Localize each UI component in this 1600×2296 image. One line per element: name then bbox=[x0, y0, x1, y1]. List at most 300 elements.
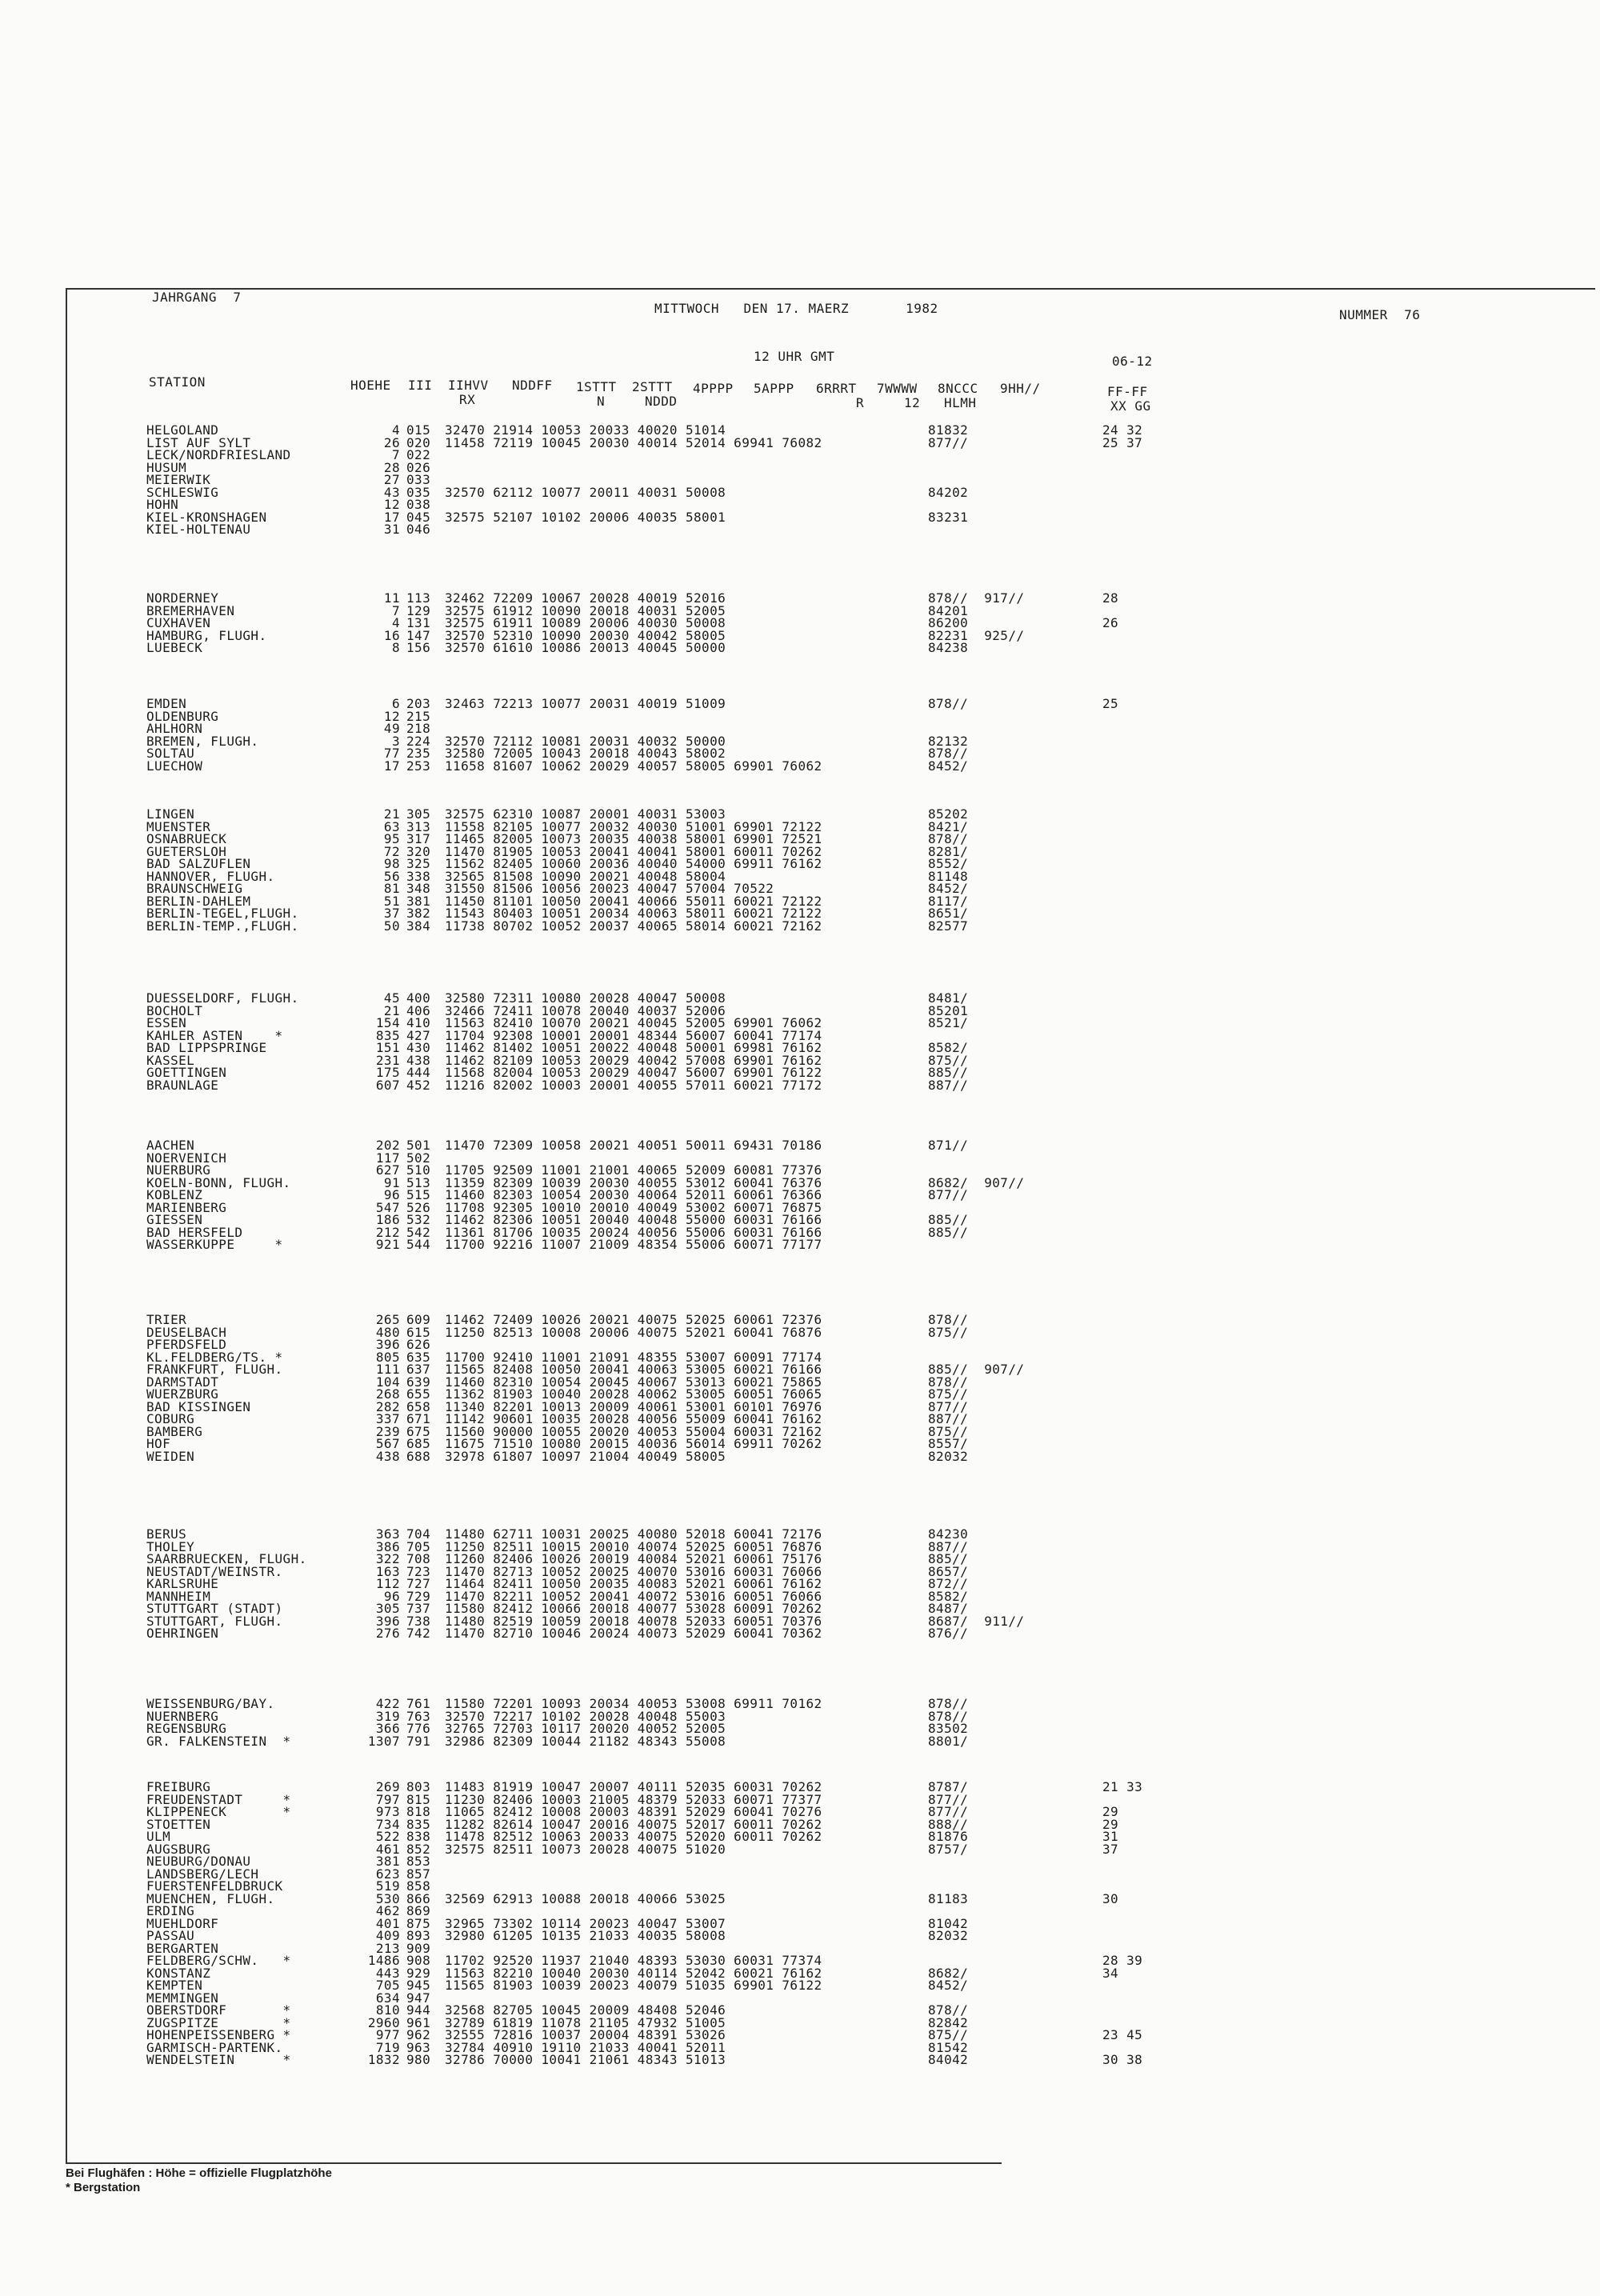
station-elevation: 21 bbox=[383, 806, 400, 822]
station-elevation: 810 bbox=[375, 2002, 400, 2018]
station-name: KOBLENZ bbox=[146, 1187, 203, 1202]
station-index: 022 bbox=[406, 447, 431, 462]
station-index: 835 bbox=[406, 1816, 431, 1832]
station-name: DUESSELDORF, FLUGH. bbox=[146, 990, 299, 1006]
station-name: BRAUNSCHWEIG bbox=[146, 881, 243, 896]
station-name: GR. FALKENSTEIN * bbox=[146, 1733, 291, 1749]
station-elevation: 265 bbox=[375, 1312, 400, 1327]
station-index: 035 bbox=[406, 484, 431, 500]
station-index: 400 bbox=[406, 990, 431, 1006]
station-index: 852 bbox=[406, 1841, 431, 1857]
station-index: 406 bbox=[406, 1002, 431, 1018]
station-elevation: 282 bbox=[375, 1398, 400, 1414]
col-7wwww: 7WWWW bbox=[877, 381, 918, 396]
station-elevation: 111 bbox=[375, 1362, 400, 1377]
station-name: HAMBURG, FLUGH. bbox=[146, 627, 267, 643]
station-index: 305 bbox=[406, 806, 431, 822]
station-name: SAARBRUECKEN, FLUGH. bbox=[146, 1551, 307, 1566]
station-name: DEUSELBACH bbox=[146, 1324, 227, 1340]
station-index: 671 bbox=[406, 1411, 431, 1426]
table-row bbox=[0, 920, 1200, 933]
station-index: 655 bbox=[406, 1386, 431, 1402]
station-elevation: 269 bbox=[375, 1779, 400, 1794]
station-name: NUERBURG bbox=[146, 1162, 211, 1178]
station-elevation: 547 bbox=[375, 1199, 400, 1215]
frame-top-line bbox=[66, 288, 1595, 290]
col-8nccc-sub: HLMH bbox=[944, 395, 977, 410]
cloud-groups: 878// bbox=[928, 696, 969, 711]
synop-groups: 11702 92520 11937 21040 48393 53030 60031 77374 bbox=[445, 1953, 822, 1968]
station-elevation: 319 bbox=[375, 1708, 400, 1724]
station-name: TRIER bbox=[146, 1312, 187, 1327]
station-name: BAD SALZUFLEN bbox=[146, 856, 251, 871]
station-index: 382 bbox=[406, 906, 431, 921]
station-name: DARMSTADT bbox=[146, 1374, 219, 1390]
station-name: NUERNBERG bbox=[146, 1708, 219, 1724]
station-elevation: 2960 bbox=[367, 2014, 400, 2030]
station-elevation: 567 bbox=[375, 1436, 400, 1451]
station-elevation: 96 bbox=[383, 1187, 400, 1202]
station-elevation: 63 bbox=[383, 818, 400, 834]
synop-groups: 11470 82713 10052 20025 40070 53016 60031 76066 bbox=[445, 1563, 822, 1579]
station-index: 761 bbox=[406, 1696, 431, 1711]
station-elevation: 705 bbox=[375, 1978, 400, 1993]
station-name: PASSAU bbox=[146, 1928, 195, 1943]
cloud-groups: 8687/ 911// bbox=[928, 1613, 1025, 1629]
cloud-groups: 875// bbox=[928, 1386, 969, 1402]
station-elevation: 4 bbox=[391, 422, 400, 438]
station-index: 381 bbox=[406, 893, 431, 909]
synop-groups: 11478 82512 10063 20033 40075 52020 60011 70262 bbox=[445, 1829, 822, 1844]
station-elevation: 530 bbox=[375, 1890, 400, 1906]
synop-groups: 11464 82411 10050 20035 40083 52021 60061 76162 bbox=[445, 1576, 822, 1591]
col-8nccc: 8NCCC bbox=[938, 381, 978, 396]
synop-groups: 11250 82511 10015 20010 40074 52025 60051 76876 bbox=[445, 1538, 822, 1554]
station-elevation: 16 bbox=[383, 627, 400, 643]
station-index: 515 bbox=[406, 1187, 431, 1202]
station-index: 532 bbox=[406, 1212, 431, 1227]
station-name: LIST AUF SYLT bbox=[146, 434, 251, 450]
cloud-groups: 84238 bbox=[928, 640, 969, 655]
station-elevation: 50 bbox=[383, 918, 400, 934]
synop-groups: 32568 82705 10045 20009 48408 52046 bbox=[445, 2002, 726, 2018]
synop-groups: 11460 82310 10054 20045 40067 53013 60021 75865 bbox=[445, 1374, 822, 1390]
synop-groups: 32570 62112 10077 20011 40031 50008 bbox=[445, 484, 726, 500]
station-elevation: 175 bbox=[375, 1065, 400, 1080]
station-name: OEHRINGEN bbox=[146, 1626, 219, 1641]
station-index: 980 bbox=[406, 2052, 431, 2067]
station-name: LECK/NORDFRIESLAND bbox=[146, 447, 291, 462]
cloud-groups: 82577 bbox=[928, 918, 969, 934]
station-elevation: 4 bbox=[391, 615, 400, 630]
station-index: 858 bbox=[406, 1878, 431, 1894]
station-elevation: 37 bbox=[383, 906, 400, 921]
station-elevation: 835 bbox=[375, 1027, 400, 1043]
station-index: 838 bbox=[406, 1829, 431, 1844]
cloud-groups: 878// bbox=[928, 1312, 969, 1327]
station-index: 658 bbox=[406, 1398, 431, 1414]
station-elevation: 719 bbox=[375, 2039, 400, 2055]
synop-groups: 32980 61205 10135 21033 40035 58008 bbox=[445, 1928, 726, 1943]
station-name: SOLTAU bbox=[146, 746, 195, 761]
synop-groups: 32570 72217 10102 20028 40048 55003 bbox=[445, 1708, 726, 1724]
station-name: KIEL-HOLTENAU bbox=[146, 522, 251, 537]
station-index: 961 bbox=[406, 2014, 431, 2030]
station-name: HOHN bbox=[146, 497, 179, 512]
synop-groups: 32986 82309 10044 21182 48343 55008 bbox=[445, 1733, 726, 1749]
synop-groups: 32575 62310 10087 20001 40031 53003 bbox=[445, 806, 726, 822]
table-row bbox=[0, 760, 1200, 773]
station-index: 818 bbox=[406, 1804, 431, 1819]
synop-groups: 32965 73302 10114 20023 40047 53007 bbox=[445, 1915, 726, 1931]
station-name: MUENSTER bbox=[146, 818, 211, 834]
cloud-groups: 877// bbox=[928, 1791, 969, 1807]
synop-groups: 11560 90000 10055 20020 40053 55004 60031 72162 bbox=[445, 1423, 822, 1439]
col-7wwww-sub: 12 bbox=[904, 395, 921, 410]
cloud-groups: 877// bbox=[928, 1187, 969, 1202]
station-name: MUEHLDORF bbox=[146, 1915, 219, 1931]
station-index: 908 bbox=[406, 1953, 431, 1968]
table-row bbox=[0, 1627, 1200, 1640]
station-index: 626 bbox=[406, 1337, 431, 1352]
station-name: KAHLER ASTEN * bbox=[146, 1027, 283, 1043]
station-name: STUTTGART (STADT) bbox=[146, 1601, 283, 1616]
station-name: WENDELSTEIN * bbox=[146, 2052, 291, 2067]
station-elevation: 443 bbox=[375, 1965, 400, 1981]
station-index: 444 bbox=[406, 1065, 431, 1080]
station-elevation: 31 bbox=[383, 522, 400, 537]
station-elevation: 1832 bbox=[367, 2052, 400, 2067]
synop-groups: 32466 72411 10078 20040 40037 52006 bbox=[445, 1002, 726, 1018]
cloud-groups: 875// bbox=[928, 1052, 969, 1068]
station-index: 723 bbox=[406, 1563, 431, 1579]
station-elevation: 381 bbox=[375, 1854, 400, 1869]
station-name: BERLIN-TEGEL,FLUGH. bbox=[146, 906, 299, 921]
col-ff: FF-FF bbox=[1107, 384, 1148, 399]
station-index: 410 bbox=[406, 1015, 431, 1030]
station-name: MEIERWIK bbox=[146, 472, 211, 487]
station-index: 866 bbox=[406, 1890, 431, 1906]
cloud-groups: 81832 bbox=[928, 422, 969, 438]
synop-groups: 11462 72409 10026 20021 40075 52025 60061 72376 bbox=[445, 1312, 822, 1327]
station-name: BRAUNLAGE bbox=[146, 1077, 219, 1093]
cloud-groups: 82842 bbox=[928, 2014, 969, 2030]
synop-groups: 11700 92216 11007 21009 48354 55006 60071 77177 bbox=[445, 1237, 822, 1252]
synop-groups: 11458 72119 10045 20030 40014 52014 69941 76082 bbox=[445, 434, 822, 450]
station-elevation: 239 bbox=[375, 1423, 400, 1439]
station-index: 815 bbox=[406, 1791, 431, 1807]
station-index: 637 bbox=[406, 1362, 431, 1377]
station-index: 113 bbox=[406, 590, 431, 606]
synop-groups: 11704 92308 10001 20001 48344 56007 60041 77174 bbox=[445, 1027, 822, 1043]
col-rx: RX bbox=[459, 392, 476, 407]
station-elevation: 363 bbox=[375, 1526, 400, 1542]
synop-groups: 11470 82211 10052 20041 40072 53016 60051 76066 bbox=[445, 1588, 822, 1604]
station-index: 131 bbox=[406, 615, 431, 630]
station-elevation: 386 bbox=[375, 1538, 400, 1554]
station-name: LANDSBERG/LECH bbox=[146, 1866, 259, 1882]
station-index: 038 bbox=[406, 497, 431, 512]
cloud-groups: 887// bbox=[928, 1538, 969, 1554]
wind-groups: 37 bbox=[1102, 1841, 1119, 1857]
station-index: 046 bbox=[406, 522, 431, 537]
col-4pppp: 4PPPP bbox=[693, 381, 734, 396]
station-index: 513 bbox=[406, 1174, 431, 1190]
synop-groups: 11658 81607 10062 20029 40057 58005 69901 76062 bbox=[445, 758, 822, 774]
station-elevation: 366 bbox=[375, 1721, 400, 1736]
station-name: GIESSEN bbox=[146, 1212, 203, 1227]
station-name: PFERDSFELD bbox=[146, 1337, 227, 1352]
synop-groups: 11250 82513 10008 20006 40075 52021 60041 76876 bbox=[445, 1324, 822, 1340]
station-name: HUSUM bbox=[146, 459, 187, 475]
wind-groups: 31 bbox=[1102, 1829, 1119, 1844]
station-index: 129 bbox=[406, 602, 431, 618]
station-index: 526 bbox=[406, 1199, 431, 1215]
station-index: 452 bbox=[406, 1077, 431, 1093]
wind-groups: 28 bbox=[1102, 590, 1119, 606]
station-index: 384 bbox=[406, 918, 431, 934]
station-index: 929 bbox=[406, 1965, 431, 1981]
synop-groups: 11260 82406 10026 20019 40084 52021 60061 75176 bbox=[445, 1551, 822, 1566]
cloud-groups: 888// bbox=[928, 1816, 969, 1832]
cloud-groups: 8521/ bbox=[928, 1015, 969, 1030]
cloud-groups: 885// 907// bbox=[928, 1362, 1025, 1377]
wind-groups: 30 38 bbox=[1102, 2052, 1143, 2067]
station-elevation: 797 bbox=[375, 1791, 400, 1807]
station-index: 776 bbox=[406, 1721, 431, 1736]
synop-groups: 32570 61610 10086 20013 40045 50000 bbox=[445, 640, 726, 655]
station-index: 317 bbox=[406, 831, 431, 846]
station-elevation: 12 bbox=[383, 708, 400, 724]
station-index: 320 bbox=[406, 843, 431, 859]
cloud-groups: 876// bbox=[928, 1626, 969, 1641]
synop-groups: 11470 81905 10053 20041 40041 58001 60011 70262 bbox=[445, 843, 822, 859]
table-row bbox=[0, 1735, 1200, 1748]
station-index: 033 bbox=[406, 472, 431, 487]
station-index: 727 bbox=[406, 1576, 431, 1591]
station-elevation: 480 bbox=[375, 1324, 400, 1340]
station-elevation: 623 bbox=[375, 1866, 400, 1882]
synop-groups: 32575 52107 10102 20006 40035 58001 bbox=[445, 509, 726, 525]
cloud-groups: 885// bbox=[928, 1065, 969, 1080]
station-elevation: 462 bbox=[375, 1903, 400, 1918]
station-name: KONSTANZ bbox=[146, 1965, 211, 1981]
cloud-groups: 875// bbox=[928, 2027, 969, 2042]
frame-bottom-line bbox=[66, 2162, 1002, 2164]
station-name: KASSEL bbox=[146, 1052, 195, 1068]
synop-groups: 32575 82511 10073 20028 40075 51020 bbox=[445, 1841, 726, 1857]
cloud-groups: 8787/ bbox=[928, 1779, 969, 1794]
cloud-groups: 878// 917// bbox=[928, 590, 1025, 606]
synop-groups: 11562 82405 10060 20036 40040 54000 69911 76162 bbox=[445, 856, 822, 871]
station-elevation: 409 bbox=[375, 1928, 400, 1943]
station-index: 615 bbox=[406, 1324, 431, 1340]
station-name: BREMERHAVEN bbox=[146, 602, 235, 618]
station-index: 791 bbox=[406, 1733, 431, 1749]
station-elevation: 276 bbox=[375, 1626, 400, 1641]
station-name: AACHEN bbox=[146, 1138, 195, 1153]
station-name: FRANKFURT, FLUGH. bbox=[146, 1362, 283, 1377]
station-name: ESSEN bbox=[146, 1015, 187, 1030]
synop-groups: 11480 82519 10059 20018 40078 52033 60051 70376 bbox=[445, 1613, 822, 1629]
station-elevation: 973 bbox=[375, 1804, 400, 1819]
cloud-groups: 887// bbox=[928, 1077, 969, 1093]
issue-number: NUMMER 76 bbox=[1339, 307, 1421, 322]
cloud-groups: 82032 bbox=[928, 1448, 969, 1464]
station-name: NEUBURG/DONAU bbox=[146, 1854, 251, 1869]
synop-groups: 11700 92410 11001 21091 48355 53007 60091 77174 bbox=[445, 1349, 822, 1365]
cloud-groups: 8421/ bbox=[928, 818, 969, 834]
cloud-groups: 8117/ bbox=[928, 893, 969, 909]
synop-groups: 11340 82201 10013 20009 40061 53001 60101 76976 bbox=[445, 1398, 822, 1414]
station-index: 235 bbox=[406, 746, 431, 761]
station-index: 875 bbox=[406, 1915, 431, 1931]
station-name: ZUGSPITZE * bbox=[146, 2014, 291, 2030]
station-index: 502 bbox=[406, 1150, 431, 1166]
station-elevation: 26 bbox=[383, 434, 400, 450]
station-index: 501 bbox=[406, 1138, 431, 1153]
synop-groups: 11465 82005 10073 20035 40038 58001 69901 72521 bbox=[445, 831, 822, 846]
station-index: 944 bbox=[406, 2002, 431, 2018]
synop-groups: 32786 70000 10041 21061 48343 51013 bbox=[445, 2052, 726, 2067]
synop-groups: 31550 81506 10056 20023 40047 57004 70522 bbox=[445, 881, 774, 896]
station-elevation: 72 bbox=[383, 843, 400, 859]
station-name: CUXHAVEN bbox=[146, 615, 211, 630]
station-elevation: 112 bbox=[375, 1576, 400, 1591]
station-elevation: 154 bbox=[375, 1015, 400, 1030]
col-2sttt: 2STTT bbox=[632, 379, 673, 394]
station-index: 147 bbox=[406, 627, 431, 643]
synop-groups: 11359 82309 10039 20030 40055 53012 60041 76376 bbox=[445, 1174, 822, 1190]
station-index: 438 bbox=[406, 1052, 431, 1068]
synop-groups: 11361 81706 10035 20024 40056 55006 60031 76166 bbox=[445, 1224, 822, 1240]
synop-groups: 11708 92305 10010 20010 40049 53002 60071 76875 bbox=[445, 1199, 822, 1215]
station-name: FREIBURG bbox=[146, 1779, 211, 1794]
synop-groups: 11065 82412 10008 20003 48391 52029 60041 70276 bbox=[445, 1804, 822, 1819]
station-elevation: 213 bbox=[375, 1940, 400, 1956]
synop-groups: 11470 82710 10046 20024 40073 52029 60041 70362 bbox=[445, 1626, 822, 1641]
station-index: 510 bbox=[406, 1162, 431, 1178]
cloud-groups: 83502 bbox=[928, 1721, 969, 1736]
station-name: FUERSTENFELDBRUCK bbox=[146, 1878, 283, 1894]
wind-groups: 25 bbox=[1102, 696, 1119, 711]
cloud-groups: 8281/ bbox=[928, 843, 969, 859]
station-elevation: 163 bbox=[375, 1563, 400, 1579]
station-index: 893 bbox=[406, 1928, 431, 1943]
synop-groups: 32570 52310 10090 20030 40042 58005 bbox=[445, 627, 726, 643]
station-elevation: 734 bbox=[375, 1816, 400, 1832]
station-name: NOERVENICH bbox=[146, 1150, 227, 1166]
station-elevation: 7 bbox=[391, 447, 400, 462]
station-name: FREUDENSTADT * bbox=[146, 1791, 291, 1807]
cloud-groups: 887// bbox=[928, 1411, 969, 1426]
station-index: 544 bbox=[406, 1237, 431, 1252]
synop-groups: 32470 21914 10053 20033 40020 51014 bbox=[445, 422, 726, 438]
station-index: 348 bbox=[406, 881, 431, 896]
cloud-groups: 8452/ bbox=[928, 881, 969, 896]
station-name: GUETERSLOH bbox=[146, 843, 227, 859]
station-elevation: 322 bbox=[375, 1551, 400, 1566]
station-index: 763 bbox=[406, 1708, 431, 1724]
synop-groups: 11705 92509 11001 21001 40065 52009 60081 77376 bbox=[445, 1162, 822, 1178]
wind-groups: 30 bbox=[1102, 1890, 1119, 1906]
synop-groups: 11738 80702 10052 20037 40065 58014 60021 72162 bbox=[445, 918, 822, 934]
table-row bbox=[0, 1079, 1200, 1092]
station-elevation: 3 bbox=[391, 733, 400, 749]
station-name: KOELN-BONN, FLUGH. bbox=[146, 1174, 291, 1190]
cloud-groups: 885// bbox=[928, 1224, 969, 1240]
col-ff-sub: XX GG bbox=[1110, 398, 1151, 414]
synop-groups: 11480 62711 10031 20025 40080 52018 60041 72176 bbox=[445, 1526, 822, 1542]
station-index: 737 bbox=[406, 1601, 431, 1616]
cloud-groups: 8757/ bbox=[928, 1841, 969, 1857]
station-name: EMDEN bbox=[146, 696, 187, 711]
cloud-groups: 85202 bbox=[928, 806, 969, 822]
station-name: KLIPPENECK * bbox=[146, 1804, 291, 1819]
synop-groups: 11216 82002 10003 20001 40055 57011 60021 77172 bbox=[445, 1077, 822, 1093]
station-name: OLDENBURG bbox=[146, 708, 219, 724]
station-elevation: 17 bbox=[383, 758, 400, 774]
station-name: BOCHOLT bbox=[146, 1002, 203, 1018]
station-index: 015 bbox=[406, 422, 431, 438]
station-name: OSNABRUECK bbox=[146, 831, 227, 846]
station-elevation: 51 bbox=[383, 893, 400, 909]
station-elevation: 607 bbox=[375, 1077, 400, 1093]
station-name: MARIENBERG bbox=[146, 1199, 227, 1215]
station-name: KEMPTEN bbox=[146, 1978, 203, 1993]
station-index: 542 bbox=[406, 1224, 431, 1240]
table-row bbox=[0, 523, 1200, 536]
station-index: 218 bbox=[406, 721, 431, 736]
synop-groups: 32570 72112 10081 20031 40032 50000 bbox=[445, 733, 726, 749]
station-name: BERUS bbox=[146, 1526, 187, 1542]
station-name: BERGARTEN bbox=[146, 1940, 219, 1956]
cloud-groups: 878// bbox=[928, 1696, 969, 1711]
cloud-groups: 878// bbox=[928, 1374, 969, 1390]
synop-groups: 11470 72309 10058 20021 40051 50011 69431 70186 bbox=[445, 1138, 822, 1153]
station-name: ULM bbox=[146, 1829, 171, 1844]
cloud-groups: 85201 bbox=[928, 1002, 969, 1018]
synop-groups: 32580 72005 10043 20018 40043 58002 bbox=[445, 746, 726, 761]
station-elevation: 56 bbox=[383, 868, 400, 884]
station-elevation: 8 bbox=[391, 640, 400, 655]
station-elevation: 117 bbox=[375, 1150, 400, 1166]
wind-groups: 24 32 bbox=[1102, 422, 1143, 438]
station-name: SCHLESWIG bbox=[146, 484, 219, 500]
cloud-groups: 8801/ bbox=[928, 1733, 969, 1749]
cloud-groups: 8481/ bbox=[928, 990, 969, 1006]
station-name: LUEBECK bbox=[146, 640, 203, 655]
col-iii: III bbox=[408, 378, 433, 393]
station-name: STUTTGART, FLUGH. bbox=[146, 1613, 283, 1629]
station-name: AUGSBURG bbox=[146, 1841, 211, 1857]
station-elevation: 43 bbox=[383, 484, 400, 500]
cloud-groups: 885// bbox=[928, 1551, 969, 1566]
station-elevation: 805 bbox=[375, 1349, 400, 1365]
wind-groups: 23 45 bbox=[1102, 2027, 1143, 2042]
synop-groups: 32575 61912 10090 20018 40031 52005 bbox=[445, 602, 726, 618]
cloud-groups: 878// bbox=[928, 1708, 969, 1724]
cloud-groups: 8487/ bbox=[928, 1601, 969, 1616]
station-index: 325 bbox=[406, 856, 431, 871]
station-elevation: 401 bbox=[375, 1915, 400, 1931]
station-name: HELGOLAND bbox=[146, 422, 219, 438]
station-name: MEMMINGEN bbox=[146, 1990, 219, 2006]
station-index: 203 bbox=[406, 696, 431, 711]
cloud-groups: 8552/ bbox=[928, 856, 969, 871]
station-name: KARLSRUHE bbox=[146, 1576, 219, 1591]
cloud-groups: 82132 bbox=[928, 733, 969, 749]
